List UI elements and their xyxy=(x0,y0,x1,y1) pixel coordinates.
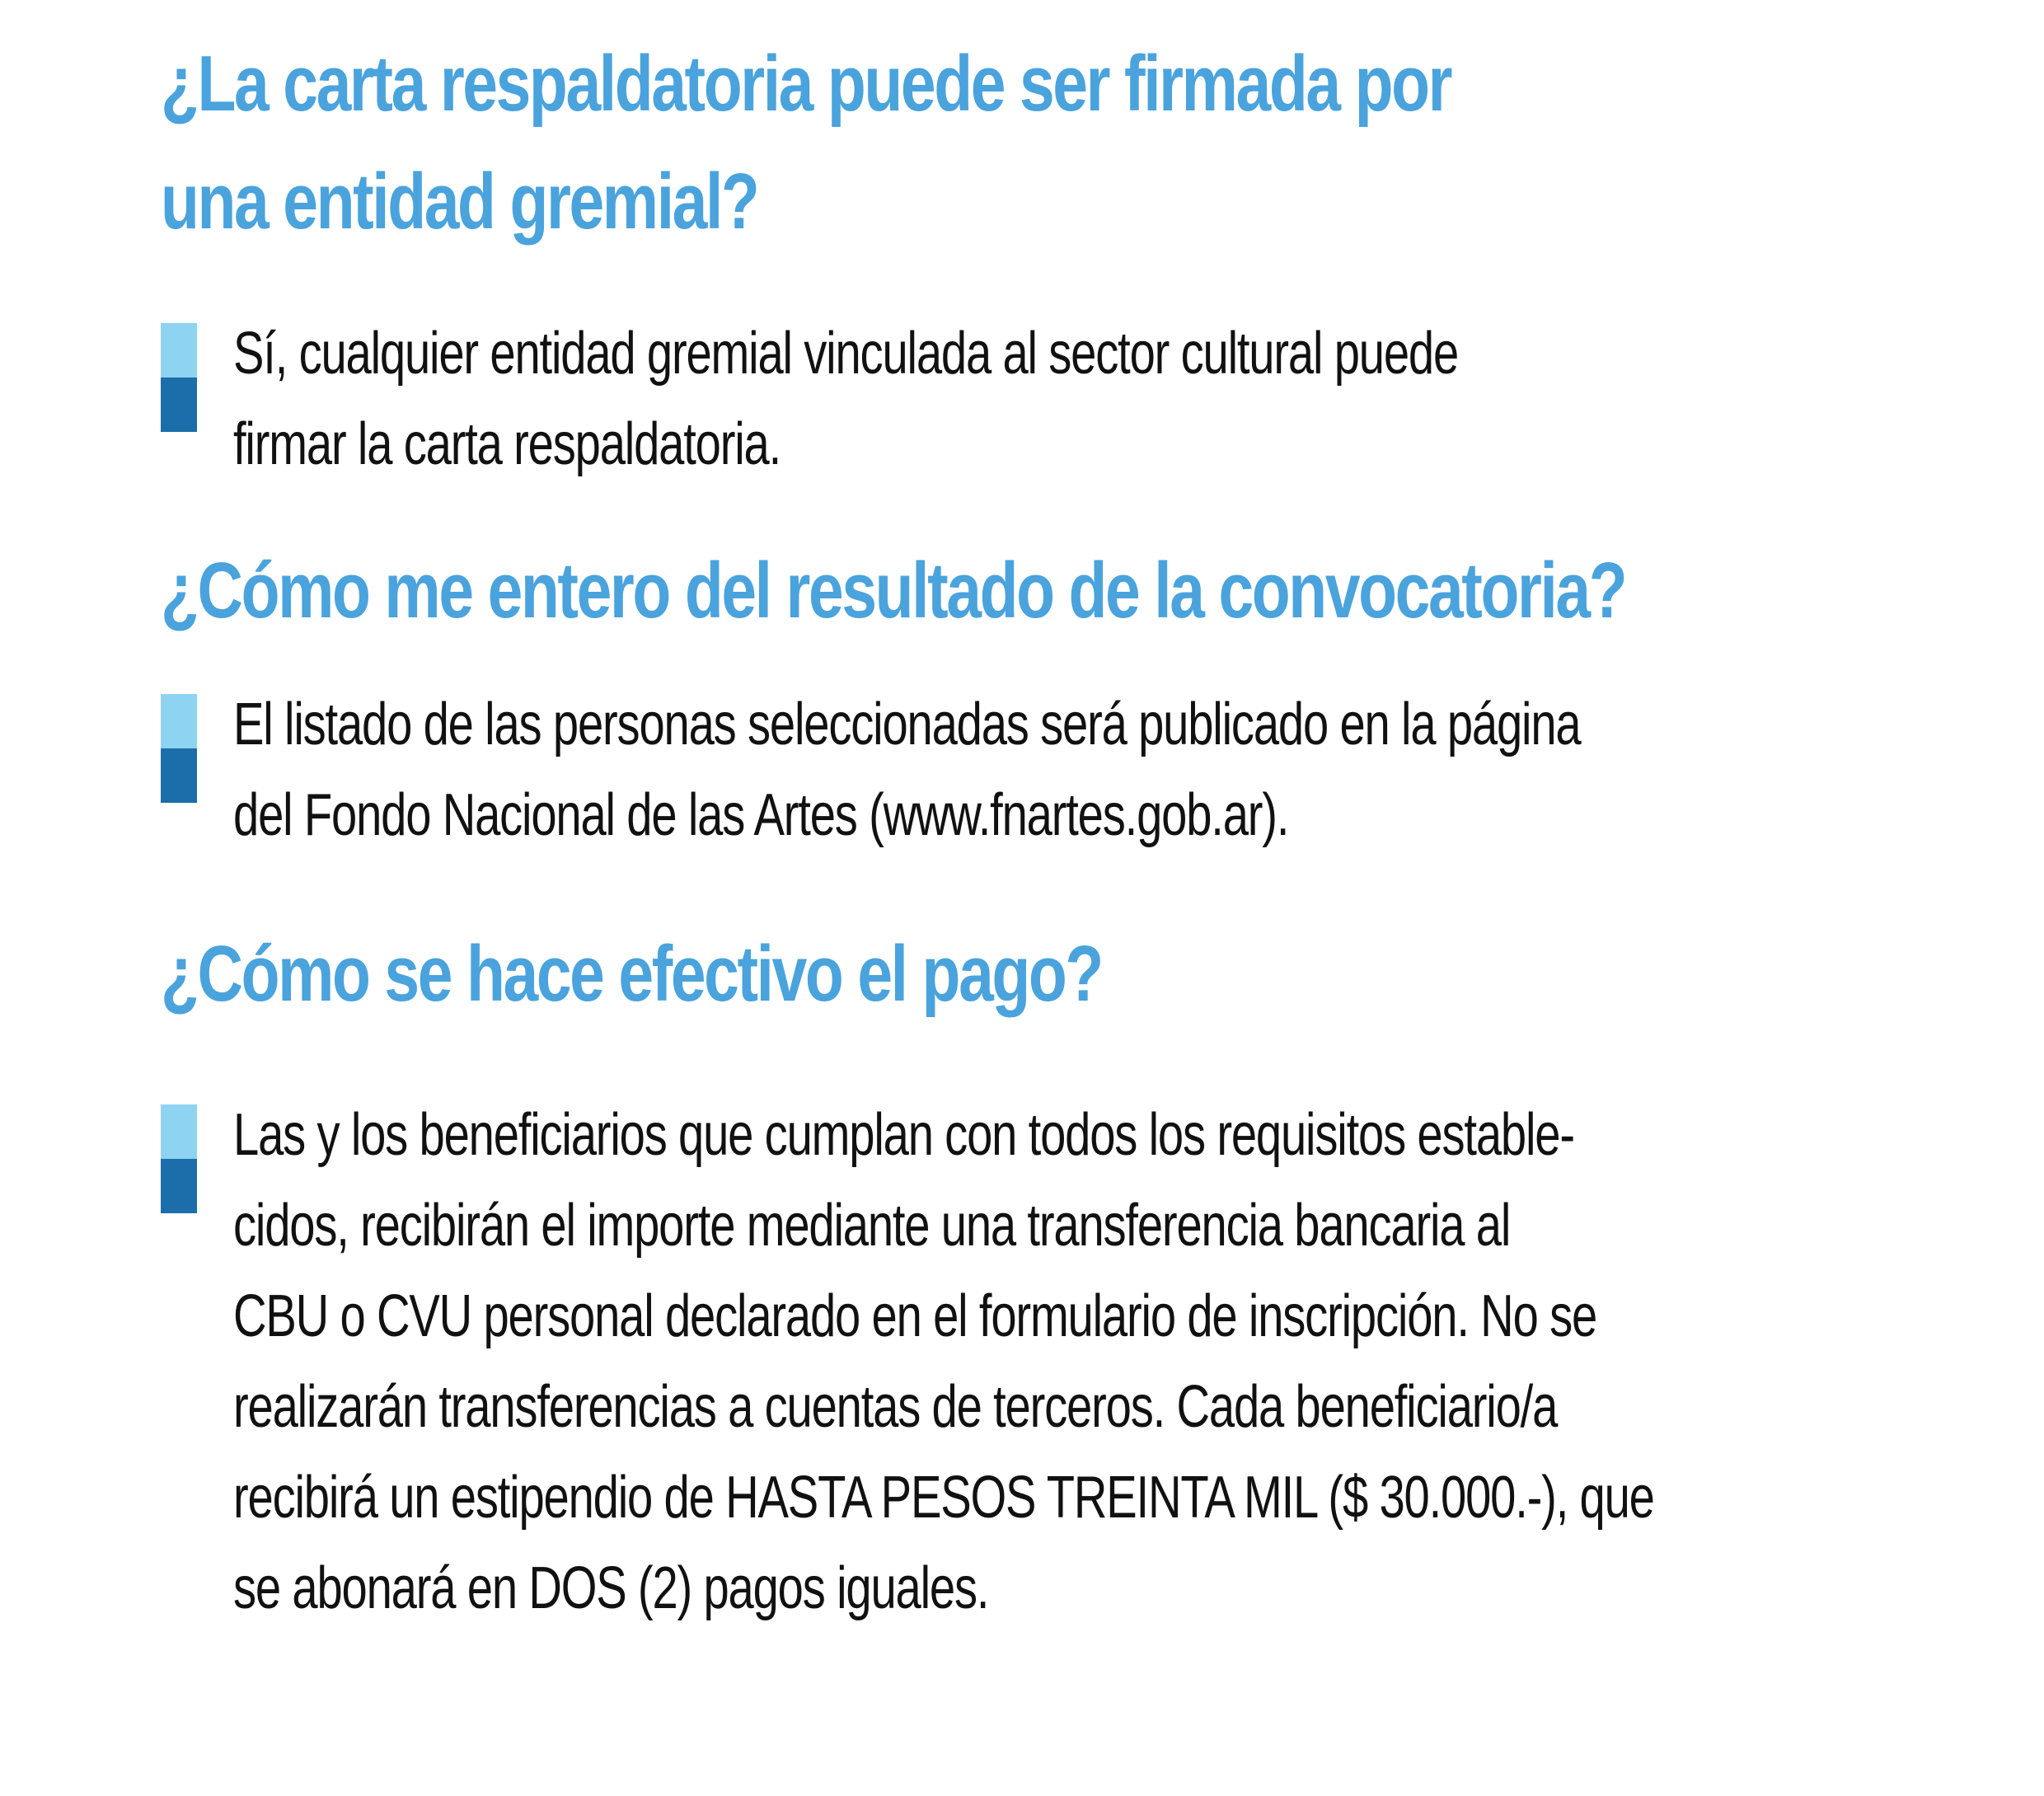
faq-answer-2-line-1: El listado de las personas seleccionadas será publicado en la página xyxy=(233,692,1581,757)
faq-question-1 xyxy=(161,25,1451,260)
faq-answer-3-line-1: Las y los beneficiarios que cumplan con todos los requisitos estable- xyxy=(233,1102,1574,1168)
faq-answer-1-line-1: Sí, cualquier entidad gremial vinculada al sector cultural puede xyxy=(233,321,1459,387)
answer-marker-icon xyxy=(161,323,197,432)
answer-marker-icon xyxy=(161,694,197,803)
answer-marker-dark xyxy=(161,1159,197,1213)
faq-question-2-line-1: ¿Cómo me entero del resultado de la convocatoria? xyxy=(161,546,1626,635)
answer-marker-light xyxy=(161,1104,197,1159)
answer-marker-dark xyxy=(161,748,197,803)
faq-answer-2-line-2: del Fondo Nacional de las Artes (www.fnartes.gob.ar). xyxy=(233,782,1289,848)
faq-question-1-line-2: una entidad gremial? xyxy=(161,157,758,246)
faq-question-3-line-1: ¿Cómo se hace efectivo el pago? xyxy=(161,930,1102,1018)
faq-answer-3-line-4: realizarán transferencias a cuentas de terceros. Cada beneficiario/a xyxy=(233,1374,1558,1440)
faq-answer-3-line-5: recibirá un estipendio de HASTA PESOS TREINTA MIL ($ 30.000.-), que xyxy=(233,1465,1654,1531)
answer-marker-light xyxy=(161,323,197,377)
faq-answer-3-line-2: cidos, recibirán el importe mediante una transferencia bancaria al xyxy=(233,1193,1511,1259)
faq-question-3 xyxy=(161,915,1102,1033)
faq-answer-3-text xyxy=(233,1090,1654,1634)
faq-answer-1-text xyxy=(233,308,1458,490)
faq-question-2 xyxy=(161,532,1625,649)
faq-answer-1-line-2: firmar la carta respaldatoria. xyxy=(233,411,781,477)
faq-answer-3-line-3: CBU o CVU personal declarado en el formulario de inscripción. No se xyxy=(233,1283,1597,1349)
faq-answer-2-text xyxy=(233,679,1580,860)
faq-question-1-line-1: ¿La carta respaldatoria puede ser firmada por xyxy=(161,40,1451,128)
faq-answer-3-line-6: se abonará en DOS (2) pagos iguales. xyxy=(233,1555,989,1621)
answer-marker-icon xyxy=(161,1104,197,1213)
answer-marker-light xyxy=(161,694,197,748)
answer-marker-dark xyxy=(161,377,197,432)
